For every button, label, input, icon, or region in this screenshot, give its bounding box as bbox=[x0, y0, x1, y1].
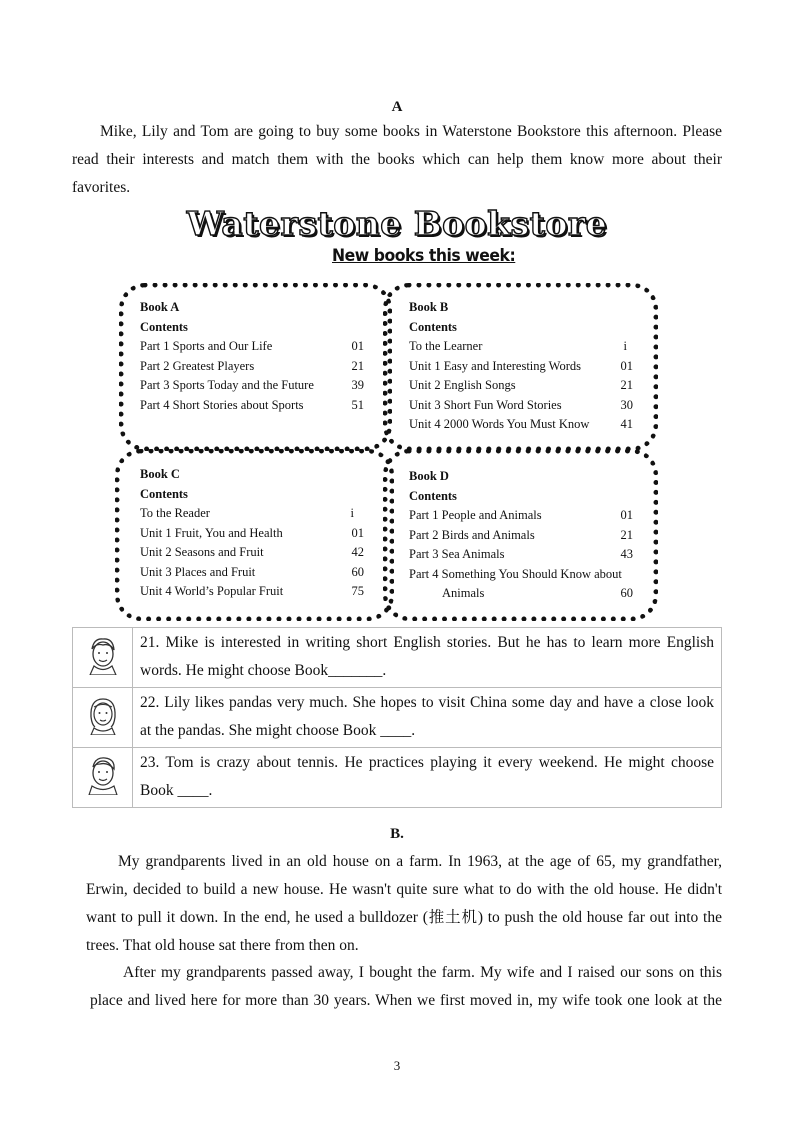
girl-face-icon bbox=[86, 695, 120, 735]
list-item: Unit 3 Short Fun Word Stories 30 bbox=[409, 397, 633, 412]
book-title: Book D bbox=[409, 469, 449, 483]
list-item: To the Learner i bbox=[409, 339, 627, 353]
book-b bbox=[409, 298, 633, 435]
list-item: Part 3 Sports Today and the Future 39 bbox=[140, 378, 364, 392]
list-item: Part 2 Greatest Players 21 bbox=[140, 358, 364, 373]
contents-label: Contents bbox=[409, 319, 457, 334]
list-item: Unit 3 Places and Fruit 60 bbox=[140, 564, 364, 579]
list-item: Unit 2 Seasons and Fruit 42 bbox=[140, 545, 364, 559]
page-number: 3 bbox=[393, 1058, 401, 1073]
list-item: Part 3 Sea Animals 43 bbox=[409, 547, 633, 561]
book-title: Book B bbox=[409, 300, 449, 314]
list-item: Unit 2 English Songs 21 bbox=[409, 378, 633, 392]
list-item: Unit 4 World’s Popular Fruit 75 bbox=[140, 584, 364, 598]
boy-face-icon bbox=[86, 755, 120, 795]
list-item: Part 2 Birds and Animals 21 bbox=[409, 527, 633, 542]
question-22: 22. Lily likes pandas very much. She hopes to visit China some day and have a close look at the pandas. She might choose Book ____. bbox=[133, 688, 722, 748]
question-21: 21. Mike is interested in writing short English stories. But he has to learn more English words. He might choose Book_______. bbox=[133, 628, 722, 688]
list-item: Unit 1 Easy and Interesting Words 01 bbox=[409, 358, 633, 373]
intro-line: Mike, Lily and Tom are going to buy some books in Waterstone Bookstore this afternoon. Please bbox=[100, 123, 722, 140]
section-a-intro bbox=[72, 118, 722, 202]
table-row bbox=[73, 688, 722, 748]
list-item: Part 4 Short Stories about Sports 51 bbox=[140, 397, 364, 412]
list-item: Animals 60 bbox=[442, 586, 633, 600]
new-books-subtitle: New books this week: bbox=[332, 246, 516, 266]
section-a-heading: A bbox=[391, 99, 403, 115]
intro-line: read their interests and match them with the books which can help them know more about their bbox=[72, 151, 722, 168]
list-item: To the Reader i bbox=[140, 506, 354, 520]
book-c bbox=[140, 465, 364, 602]
mike-avatar bbox=[73, 628, 133, 688]
book-a bbox=[140, 298, 364, 415]
list-item: Unit 4 2000 Words You Must Know 41 bbox=[409, 417, 633, 431]
list-item: Unit 1 Fruit, You and Health 01 bbox=[140, 525, 364, 540]
table-row bbox=[73, 748, 722, 808]
list-item: Part 4 Something You Should Know about bbox=[409, 566, 622, 581]
lily-avatar bbox=[73, 688, 133, 748]
tom-avatar bbox=[73, 748, 133, 808]
contents-label: Contents bbox=[409, 488, 457, 503]
book-title: Book C bbox=[140, 467, 180, 481]
boy-face-icon bbox=[86, 635, 120, 675]
contents-label: Contents bbox=[140, 486, 188, 501]
book-title: Book A bbox=[140, 300, 180, 314]
contents-label: Contents bbox=[140, 319, 188, 334]
question-table bbox=[72, 627, 722, 808]
table-row bbox=[73, 628, 722, 688]
list-item: Part 1 Sports and Our Life 01 bbox=[140, 339, 364, 353]
book-d bbox=[409, 467, 633, 604]
section-b-paragraph-2: After my grandparents passed away, I bought the farm. My wife and I raised our sons on this place and lived here for more than 30 years. When we first moved in, my wife took one look at the bbox=[90, 964, 722, 1009]
list-item: Part 1 People and Animals 01 bbox=[409, 508, 633, 522]
question-23: 23. Tom is crazy about tennis. He practices playing it every weekend. He might choose Book ____. bbox=[133, 748, 722, 808]
intro-line: favorites. bbox=[72, 179, 131, 196]
section-b-heading: B. bbox=[390, 826, 404, 842]
section-b-paragraph-1: My grandparents lived in an old house on a farm. In 1963, at the age of 65, my grandfather, Erwin, decided to build a new house. He wasn't quite sure what to do with the old house. He didn't want to pull it down. In the end, he used a bulldozer (推土机) to push the old house far out into the trees. That old house sat there from then on. bbox=[86, 853, 722, 954]
bookstore-title: Waterstone Bookstore bbox=[186, 204, 608, 243]
